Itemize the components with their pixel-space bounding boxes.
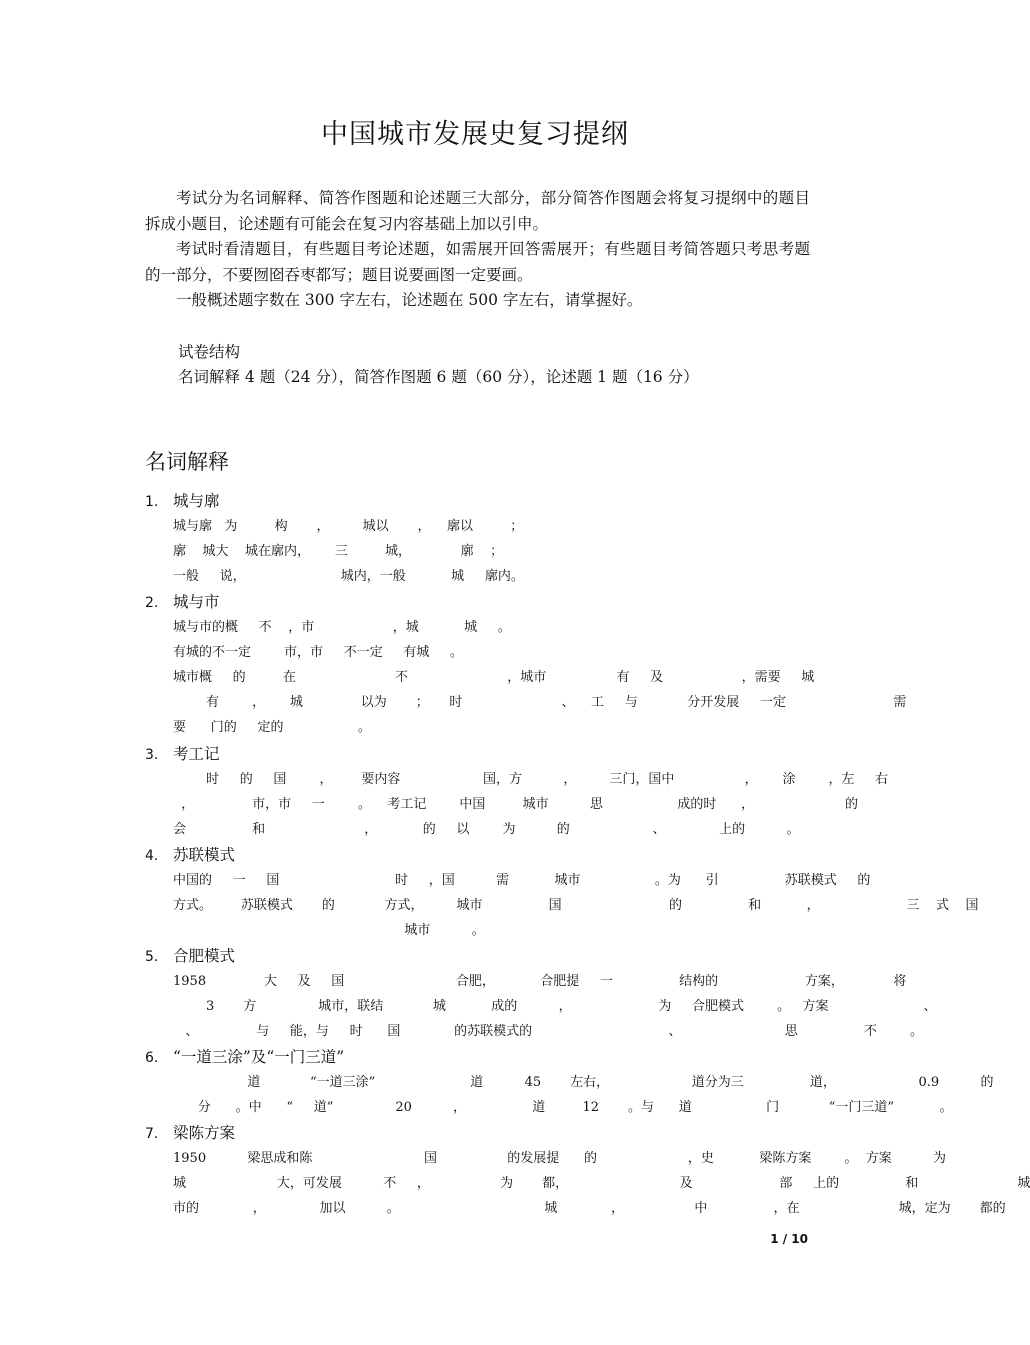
term-number: 5. (145, 949, 159, 965)
term-title: 苏联模式 (173, 846, 236, 864)
intro-paragraph: 考试分为名词解释、简答作图题和论述题三大部分，部分简答作图题会将复习提纲中的题目拆成小题目，论述题有可能会在复习内容基础上加以引申。 (145, 189, 810, 233)
term-definition (173, 615, 907, 740)
definition-line: 会 和 ， 的 以 为 的 、 上的 。 (173, 822, 800, 837)
term-title: 梁陈方案 (173, 1124, 236, 1142)
term-item (145, 843, 979, 943)
definition-line: 分 。中 “ 道” 20 ， 道 12 。与 道 门 “一门三道” 。 (173, 1100, 953, 1115)
term-title: 城与市 (173, 593, 220, 611)
term-title: “一道三涂”及“一门三道” (173, 1048, 345, 1066)
definition-line: 、 与 能，与 时 国 的苏联模式的 、 思 不 。 (173, 1024, 923, 1039)
definition-line: 时 的 国 ， 要内容 国，方 ， 三门，国中 ， 涂 ，左 右 (173, 772, 889, 787)
definition-line: 城市概 的 在 不 ，城市 有 及 ，需要 城 (173, 670, 815, 685)
intro-paragraph: 一般概述题字数在 300 字左右，论述题在 500 字左右，请掌握好。 (176, 291, 643, 309)
definition-line: 1950 梁思成和陈 国 的发展提 的 ，史 梁陈方案 。 方案 为 (173, 1151, 947, 1166)
definition-line: 道 “一道三涂” 道 45 左右， 道分为三 道， 0.9 的 (173, 1075, 994, 1090)
term-definition (173, 767, 889, 842)
term-definition (173, 868, 979, 943)
definition-line: 城市 。 (173, 923, 485, 938)
term-number: 1. (145, 494, 159, 510)
term-number: 2. (145, 595, 159, 611)
term-heading (145, 944, 810, 969)
term-title: 考工记 (173, 745, 220, 763)
term-item (145, 1121, 1030, 1221)
definition-line: 城与市的概 不 ，市 ，城 城 。 (173, 620, 511, 635)
term-heading (145, 489, 810, 514)
term-heading (145, 590, 810, 615)
term-number: 4. (145, 848, 159, 864)
term-heading (145, 1045, 810, 1070)
term-item (145, 1045, 994, 1120)
term-definition (173, 969, 937, 1044)
term-title: 合肥模式 (173, 947, 236, 965)
definition-line: 有 ， 城 以为 ； 时 、 工 与 分开发展 一定 需 (173, 695, 907, 710)
intro-text (145, 186, 810, 314)
term-item (145, 489, 810, 589)
intro-paragraph: 考试时看清题目，有些题目考论述题，如需展开回答需展开；有些题目考简答题只考思考题的一部分，不要囫囵吞枣都写；题目说要画图一定要画。 (145, 240, 810, 284)
structure-text: 名词解释 4 题（24 分），简答作图题 6 题（60 分），论述题 1 题（16 分） (178, 368, 699, 386)
term-item (145, 590, 907, 740)
term-definition (173, 514, 810, 589)
definition-line: 有城的不一定 市，市 不一定 有城 。 (173, 645, 464, 660)
definition-line: 3 方 城市，联结 城 成的 ， 为 合肥模式 。 方案 、 (173, 999, 937, 1014)
term-definition (173, 1070, 994, 1120)
term-heading (145, 1121, 810, 1146)
term-heading (145, 742, 810, 767)
definition-line: 方式。 苏联模式 的 方式， 城市 国 的 和 ， 三 式 国 (173, 898, 979, 913)
page-number: 1 / 10 (770, 1232, 808, 1246)
definition-line: 城 大，可发展 不 ， 为 都， 及 部 上的 和 城 (173, 1176, 1030, 1191)
term-item (145, 742, 889, 842)
term-item (145, 944, 937, 1044)
term-heading (145, 843, 810, 868)
definition-line: 廓 城大 城在廓内， 三 城， 廓 ； (173, 544, 504, 559)
term-title: 城与廓 (173, 492, 220, 510)
term-number: 3. (145, 747, 159, 763)
exam-structure (178, 340, 699, 390)
definition-line: 中国的 一 国 时 ，国 需 城市 。为 引 苏联模式 的 (173, 873, 871, 888)
document-title: 中国城市发展史复习提纲 (321, 119, 629, 150)
definition-line: 市的 ， 加以 。 城 ， 中 ，在 城，定为 都的 (173, 1201, 1006, 1216)
term-definition (173, 1146, 1030, 1221)
definition-line: 城与廓 为 构 ， 城以 ， 廓以 ； (173, 519, 524, 534)
term-number: 6. (145, 1050, 159, 1066)
term-number: 7. (145, 1126, 159, 1142)
definition-line: 一般 说， 城内，一般 城 廓内。 (173, 569, 524, 584)
section-heading: 名词解释 (145, 450, 229, 474)
structure-title: 试卷结构 (178, 343, 241, 361)
definition-line: 要 门的 定的 。 (173, 720, 371, 735)
definition-line: ， 市，市 一 。 考工记 中国 城市 思 成的时 ， 的 (173, 797, 859, 812)
definition-line: 1958 大 及 国 合肥， 合肥提 一 结构的 方案， 将 (173, 974, 907, 989)
